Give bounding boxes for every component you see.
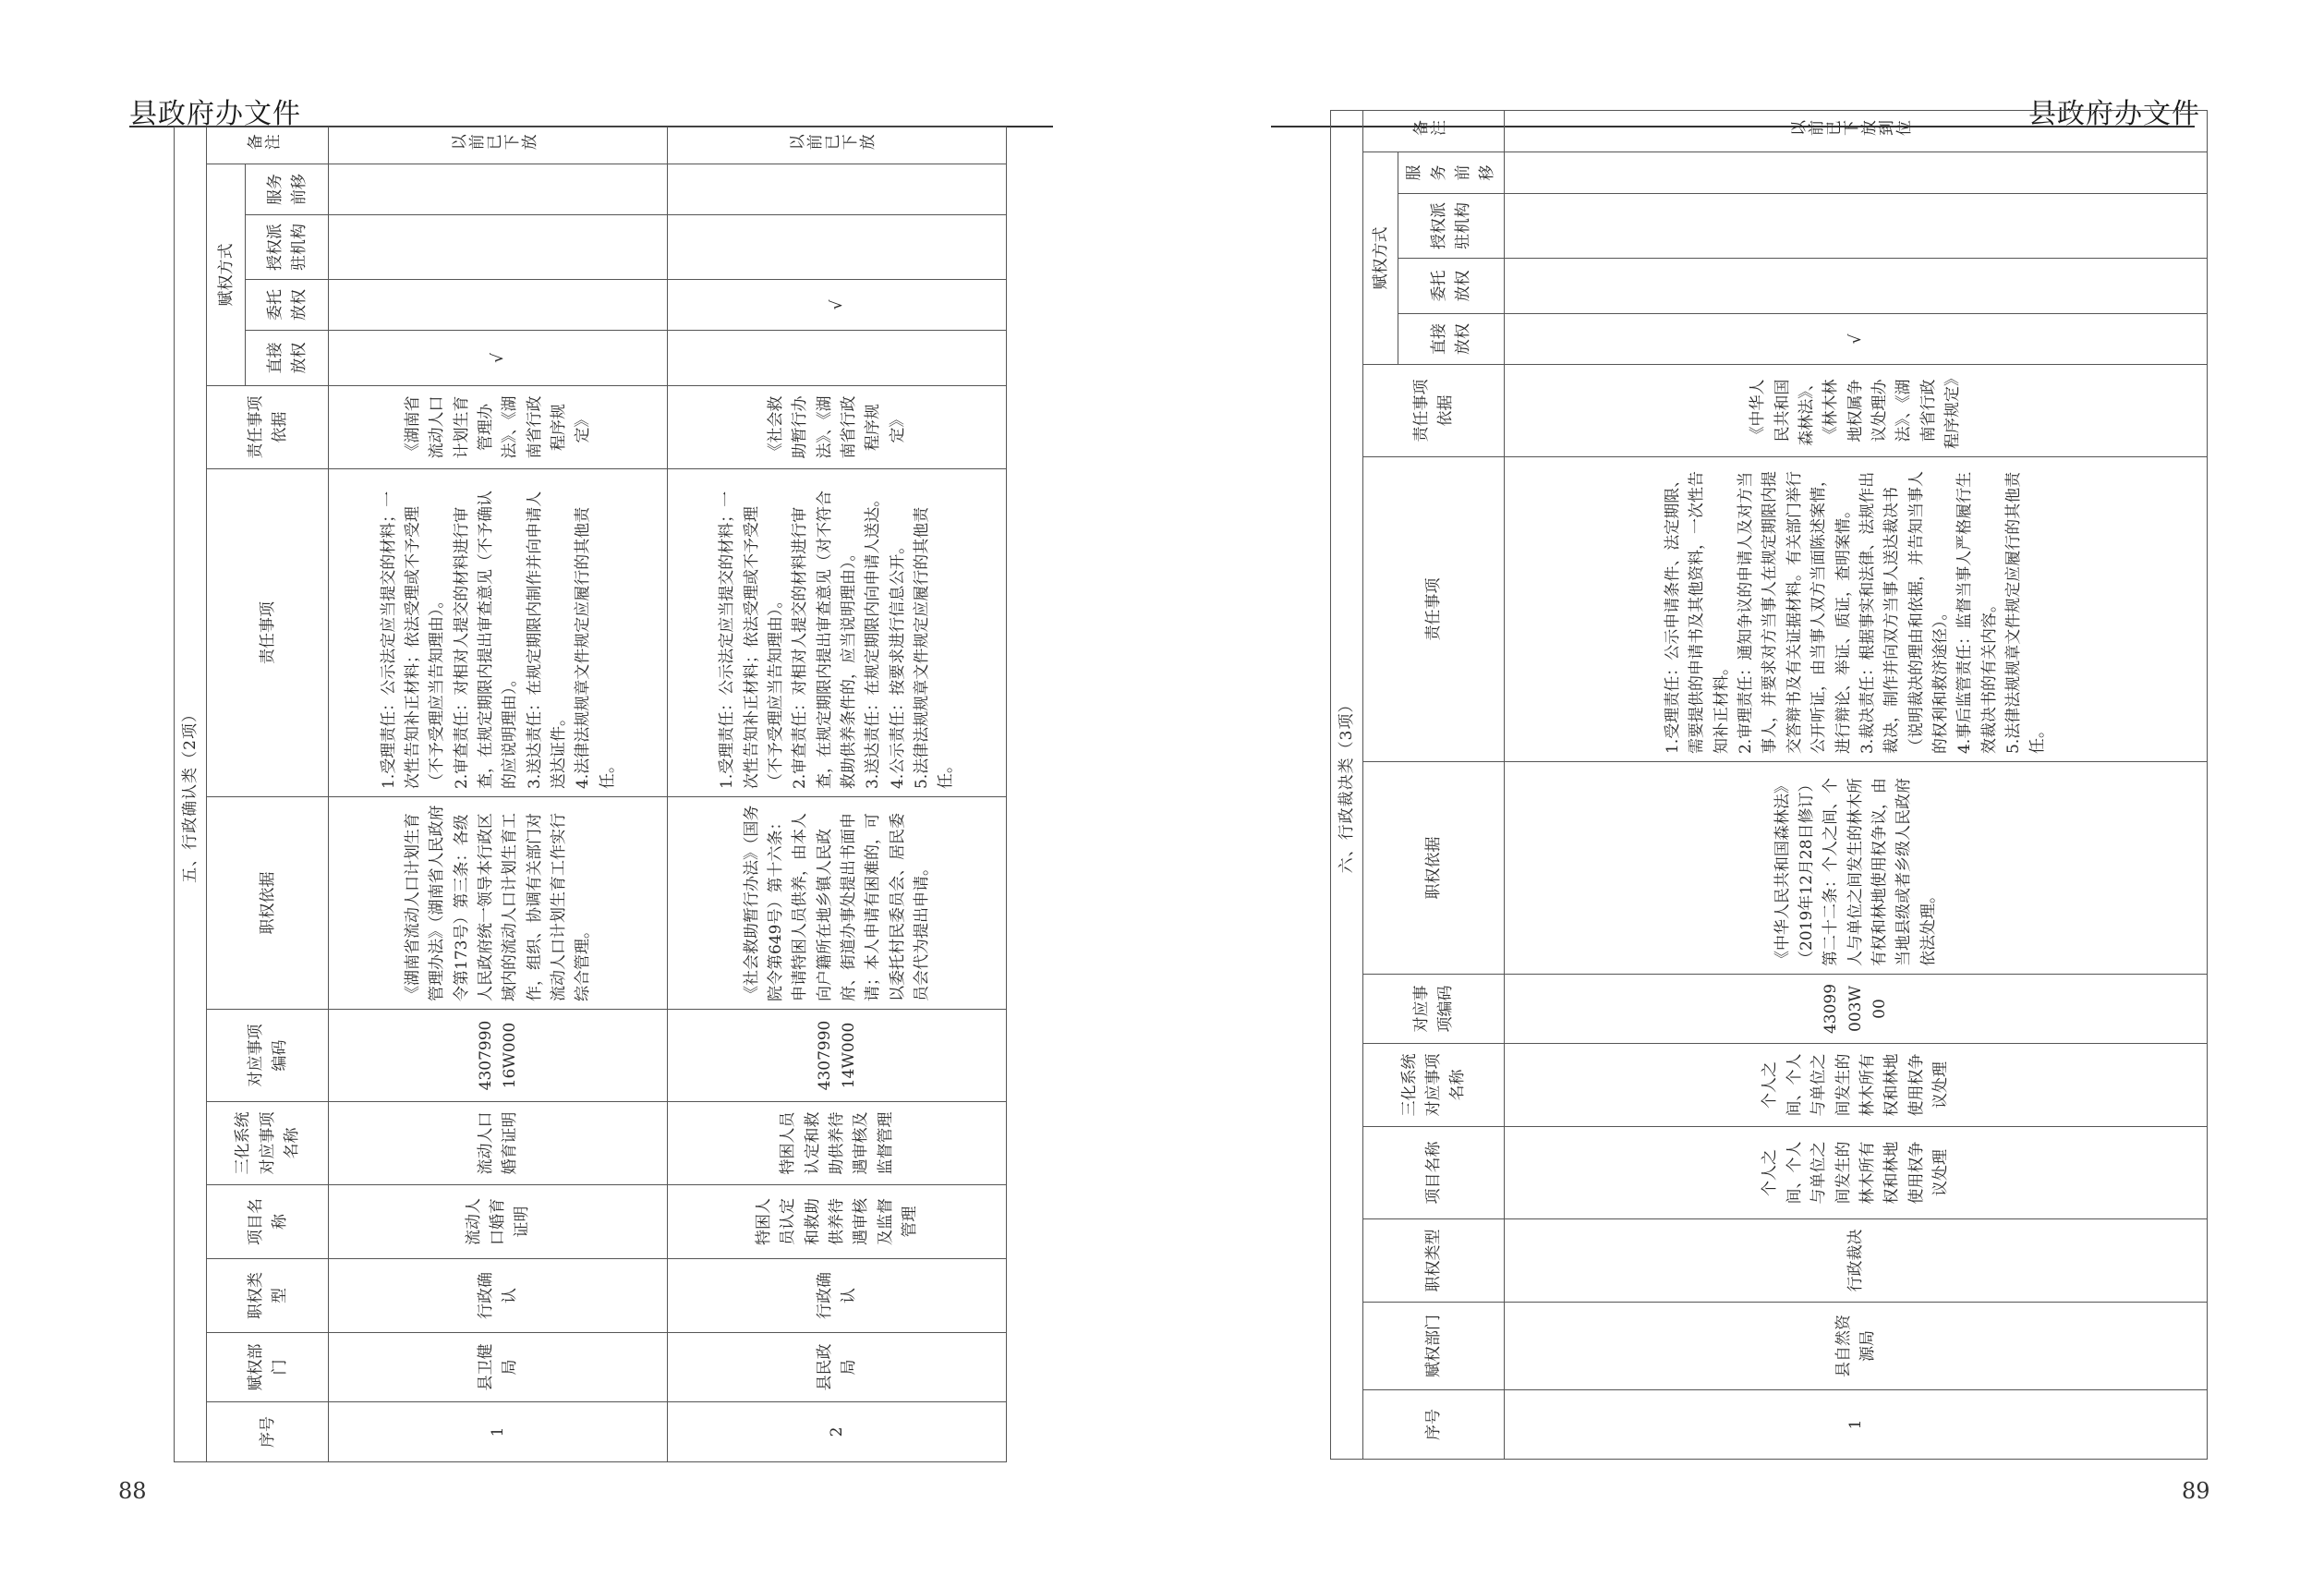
col-mode-group: 赋权方式 xyxy=(207,164,246,386)
col-resp: 责任事项 xyxy=(1363,457,1504,762)
cell-resp-basis: 《中华人民共和国森林法》、《林木林地权属争议处理办法》、《湖南省行政程序规定》 xyxy=(1504,365,2207,457)
col-code: 对应事项编码 xyxy=(207,1010,329,1102)
col-sys-name: 三化系统对应事项名称 xyxy=(207,1102,329,1185)
cell-seq: 1 xyxy=(329,1402,668,1462)
table-row xyxy=(329,127,668,1461)
col-mode-direct: 直接放权 xyxy=(246,331,329,386)
cell-remark: 以前已下放 xyxy=(668,127,1007,164)
cell-code: 430799014W000 xyxy=(668,1010,1007,1102)
cell-dept: 县自然资源局 xyxy=(1504,1303,2207,1390)
col-seq: 序号 xyxy=(207,1402,329,1462)
cell-seq: 1 xyxy=(1504,1390,2207,1460)
col-project: 项目名称 xyxy=(1363,1127,1504,1219)
cell-direct: √ xyxy=(1504,314,2207,365)
col-resp-basis: 责任事项依据 xyxy=(1363,365,1504,457)
col-sys-name: 三化系统对应事项名称 xyxy=(1363,1044,1504,1127)
col-type: 职权类型 xyxy=(207,1259,329,1333)
col-mode-group: 赋权方式 xyxy=(1363,152,1398,365)
cell-resp-basis: 《社会救助暂行办法》、《湖南省行政程序规定》 xyxy=(668,386,1007,469)
right-page-number: 89 xyxy=(2182,1478,2210,1504)
col-resp: 责任事项 xyxy=(207,469,329,797)
col-dept: 赋权部门 xyxy=(207,1333,329,1402)
cell-service xyxy=(329,164,668,215)
table-row xyxy=(1504,110,2207,1459)
cell-seq: 2 xyxy=(668,1402,1007,1462)
col-code: 对应事项编码 xyxy=(1363,975,1504,1044)
right-table xyxy=(1330,121,2208,1460)
right-section-title: 六、行政裁决类（3项） xyxy=(1331,110,1363,1459)
left-table xyxy=(174,135,1007,1462)
cell-sys-name: 流动人口婚育证明 xyxy=(329,1102,668,1185)
col-basis: 职权依据 xyxy=(1363,762,1504,975)
cell-basis: 《湖南省流动人口计划生育管理办法》（湖南省人民政府令第173号）第三条：各级人民政府统一领导本行政区域内的流动人口计划生育工作，组织、协调有关部门对流动人口计划生育工作实行综合管理。 xyxy=(329,797,668,1010)
cell-project: 特困人员认定和救助供养待遇审核及监督管理 xyxy=(668,1185,1007,1259)
cell-entrust xyxy=(329,280,668,331)
col-type: 职权类型 xyxy=(1363,1219,1504,1303)
col-seq: 序号 xyxy=(1363,1390,1504,1460)
cell-dept: 县民政局 xyxy=(668,1333,1007,1402)
right-header-title: 县政府办文件 xyxy=(2028,98,2200,130)
cell-authorize xyxy=(1504,194,2207,259)
col-basis: 职权依据 xyxy=(207,797,329,1010)
col-mode-direct: 直接放权 xyxy=(1398,314,1504,365)
col-project: 项目名称 xyxy=(207,1185,329,1259)
cell-project: 个人之间、个人与单位之间发生的林木所有权和林地使用权争议处理 xyxy=(1504,1127,2207,1219)
right-page xyxy=(1162,0,2324,1588)
cell-basis: 《中华人民共和国森林法》（2019年12月28日修订）第二十二条：个人之间、个人与单位之间发生的林木所有权和林地使用权争议，由当地县级或者乡级人民政府依法处理。 xyxy=(1504,762,2207,975)
left-header-title: 县政府办文件 xyxy=(129,98,301,130)
col-mode-entrust: 委托放权 xyxy=(246,280,329,331)
cell-service xyxy=(668,164,1007,215)
col-mode-entrust: 委托放权 xyxy=(1398,259,1504,314)
cell-code: 430799016W000 xyxy=(329,1010,668,1102)
col-resp-basis: 责任事项依据 xyxy=(207,386,329,469)
cell-direct xyxy=(668,331,1007,386)
cell-resp-basis: 《湖南省流动人口计划生育管理办法》、《湖南省行政程序规定》 xyxy=(329,386,668,469)
col-mode-service: 服务前移 xyxy=(1398,152,1504,194)
cell-type: 行政确认 xyxy=(329,1259,668,1333)
cell-type: 行政裁决 xyxy=(1504,1219,2207,1303)
cell-basis: 《社会救助暂行办法》（国务院令第649号）第十六条：申请特困人员供养，由本人向户籍所在地乡镇人民政府、街道办事处提出书面申请；本人申请有困难的，可以委托村民委员会、居民委员会代为提出申请。 xyxy=(668,797,1007,1010)
cell-authorize xyxy=(329,215,668,280)
cell-code: 43099003W00 xyxy=(1504,975,2207,1044)
table-row xyxy=(668,127,1007,1461)
col-remark: 备注 xyxy=(207,127,329,164)
col-remark: 备注 xyxy=(1363,110,1504,152)
cell-resp: 1.受理责任：公示法定应当提交的材料；一次性告知补正材料；依法受理或不予受理（不予受理应当告知理由）。 2.审查责任：对相对人提交的材料进行审查，在规定期限内提出审查意见（对不符合救助供养条件的，应当说明理由）。 3.送达责任：在规定期限内向申请人送达。 4.公示责任：按要求进行信息公开。 5.法律法规规章文件规定应履行的其他责任。 xyxy=(668,469,1007,797)
left-page-number: 88 xyxy=(118,1478,147,1504)
cell-direct: √ xyxy=(329,331,668,386)
col-mode-service: 服务前移 xyxy=(246,164,329,215)
cell-remark: 以前已下放到位 xyxy=(1504,110,2207,152)
cell-sys-name: 个人之间、个人与单位之间发生的林木所有权和林地使用权争议处理 xyxy=(1504,1044,2207,1127)
col-mode-authorize: 授权派驻机构 xyxy=(246,215,329,280)
cell-authorize xyxy=(668,215,1007,280)
cell-service xyxy=(1504,152,2207,194)
cell-sys-name: 特困人员认定和救助供养待遇审核及监督管理 xyxy=(668,1102,1007,1185)
cell-remark: 以前已下放 xyxy=(329,127,668,164)
cell-entrust: √ xyxy=(668,280,1007,331)
col-mode-authorize: 授权派驻机构 xyxy=(1398,194,1504,259)
cell-project: 流动人口婚育证明 xyxy=(329,1185,668,1259)
cell-dept: 县卫健局 xyxy=(329,1333,668,1402)
cell-resp: 1.受理责任：公示申请条件、法定期限、需要提供的申请书及其他资料，一次性告知补正材料。 2.审理责任：通知争议的申请人及对方当事人，并要求对方当事人在规定期限内提交答辩书及有关证据材料。有关部门举行公开听证，由当事人双方当面陈述案情，进行辩论、举证、质证，查明案情。 3.裁决责任：根据事实和法律、法规作出裁决，制作并向双方当事人送达裁决书（说明裁决的理由和依据，并告知当事人的权利和救济途径）。 4.事后监管责任：监督当事人严格履行生效裁决书的有关内容。 5.法律法规规章文件规定应履行的其他责任。 xyxy=(1504,457,2207,762)
cell-entrust xyxy=(1504,259,2207,314)
left-section-title: 五、行政确认类（2项） xyxy=(175,127,207,1461)
cell-resp: 1.受理责任：公示法定应当提交的材料；一次性告知补正材料；依法受理或不予受理（不予受理应当告知理由）。 2.审查责任：对相对人提交的材料进行审查，在规定期限内提出审查意见（不予确认的应说明理由）。 3.送达责任：在规定期限内制作并向申请人送达证件。 4.法律法规规章文件规定应履行的其他责任。 xyxy=(329,469,668,797)
cell-type: 行政确认 xyxy=(668,1259,1007,1333)
col-dept: 赋权部门 xyxy=(1363,1303,1504,1390)
